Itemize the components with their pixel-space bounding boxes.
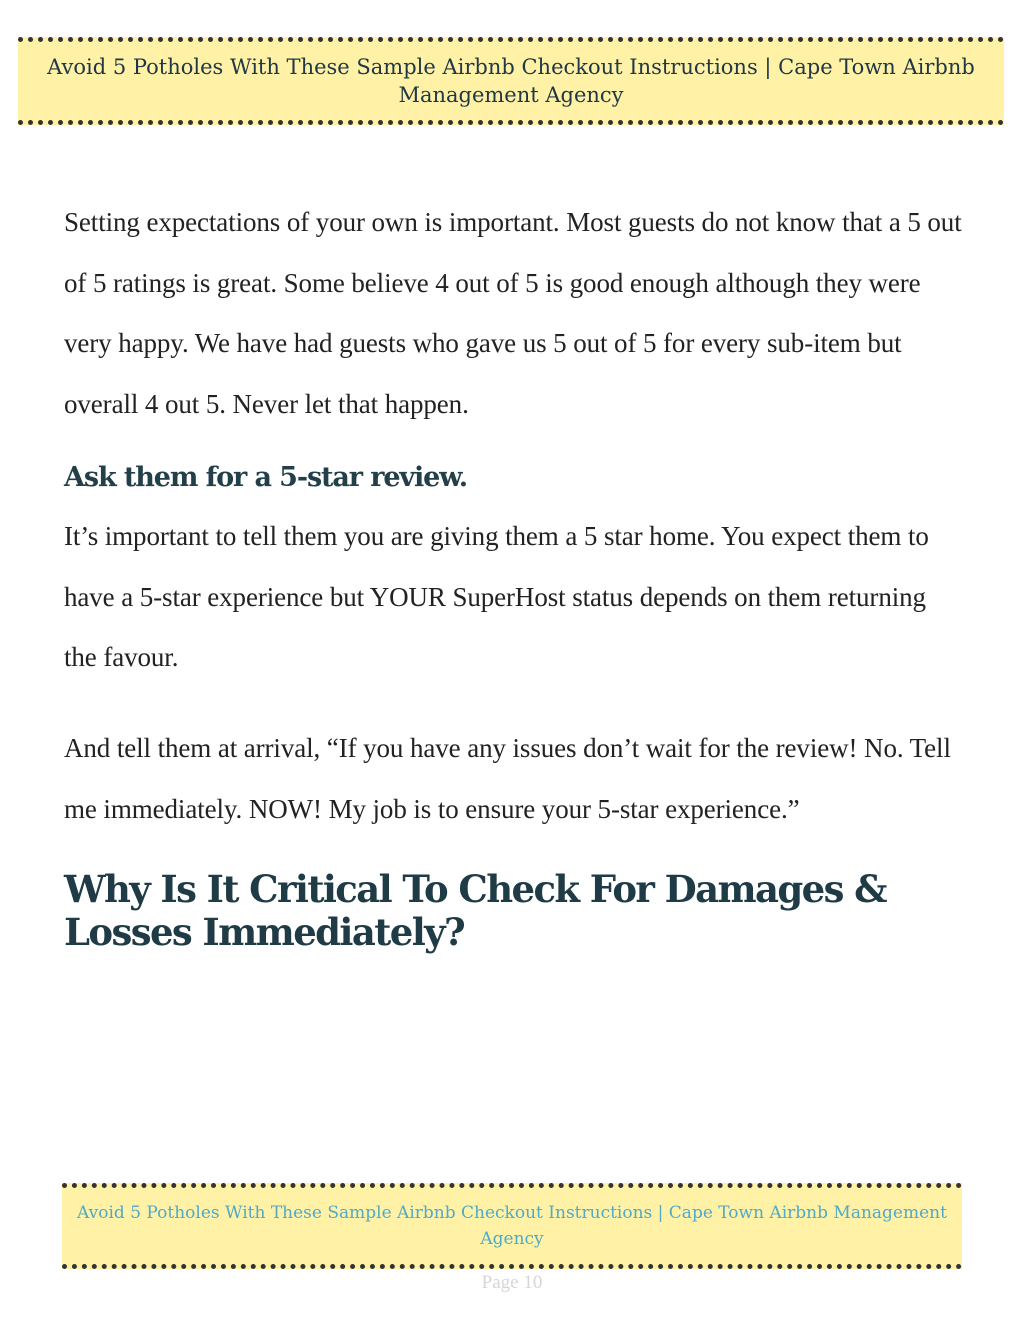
header-title: Avoid 5 Potholes With These Sample Airbnb Checkout Instructions | Cape Town Airbnb Management Agency [47,55,975,107]
section-heading-damages: Why Is It Critical To Check For Damages & Losses Immediately? [64,867,886,954]
page-header [18,37,1004,125]
body-paragraph-1: Setting expectations of your own is important. Most guests do not know that a 5 out of 5 ratings is great. Some believe 4 out of 5 is good enough although they were very happy. We have had guests who gave us 5 out of 5 for every sub-item but overall 4 out 5. Never let that happen. [64,207,962,419]
body-paragraph-3: And tell them at arrival, “If you have any issues don’t wait for the review! No. Tell me immediately. NOW! My job is to ensure your 5-star experience.” [64,733,951,824]
subheading-five-star-review: Ask them for a 5-star review. [64,462,467,493]
page-footer [62,1183,962,1269]
page-number: Page 10 [481,1272,543,1293]
body-paragraph-2: It’s important to tell them you are giving them a 5 star home. You expect them to have a 5-star experience but YOUR SuperHost status depends on them returning the favour. [64,521,929,672]
footer-title: Avoid 5 Potholes With These Sample Airbnb Checkout Instructions | Cape Town Airbnb Management Agency [77,1203,947,1249]
